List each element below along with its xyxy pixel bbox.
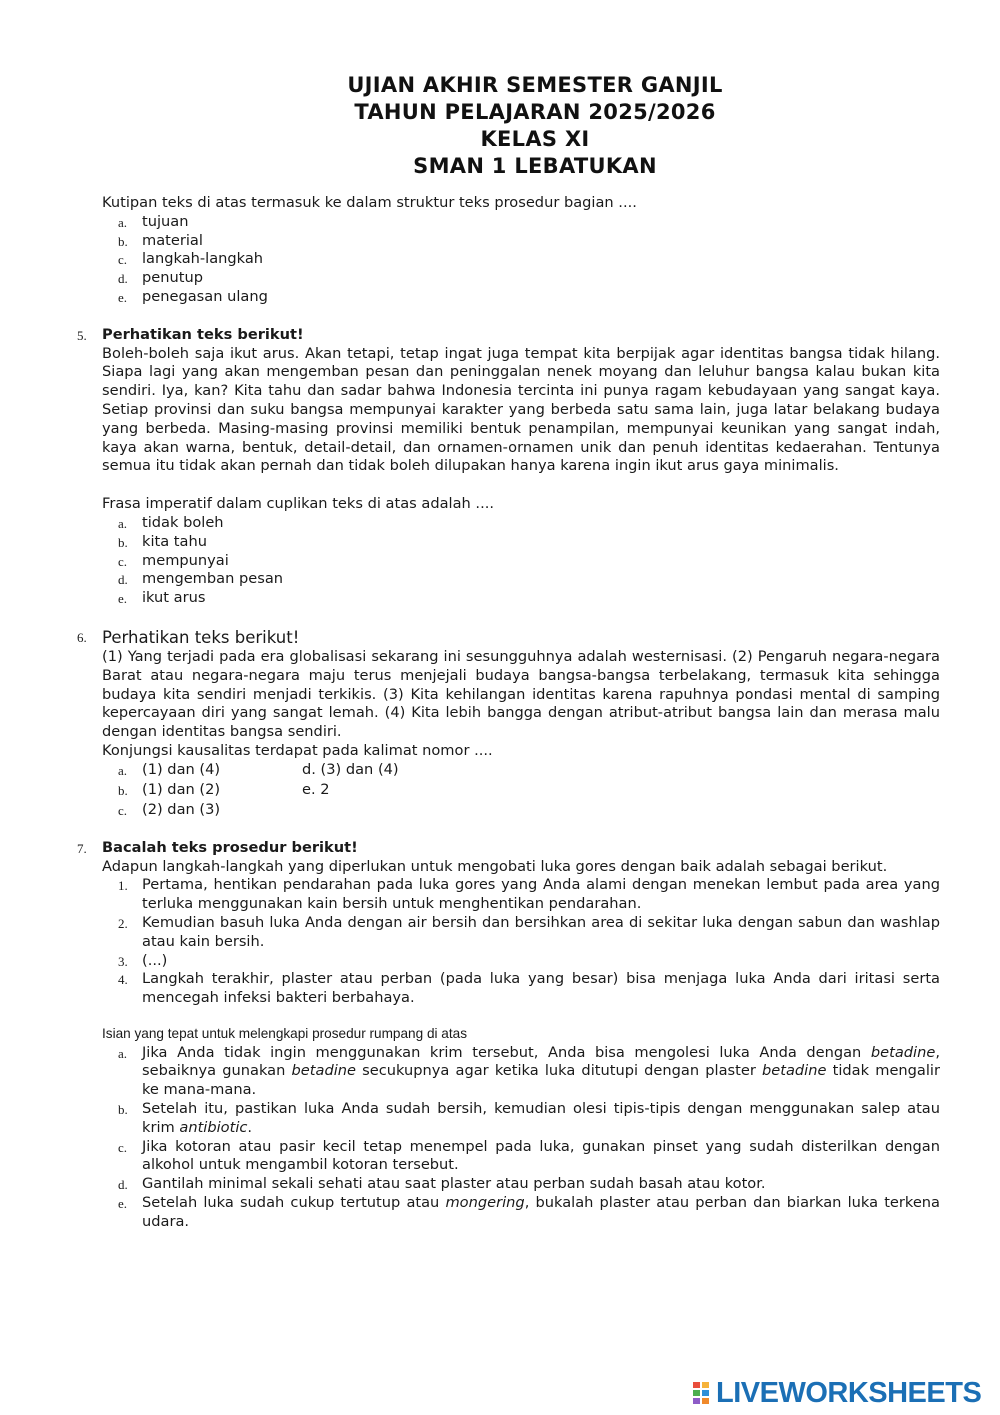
option-letter: b. bbox=[118, 534, 128, 550]
option-text-italic: betadine bbox=[291, 1062, 357, 1080]
option-text-italic: betadine bbox=[870, 1043, 936, 1061]
question-5-stem: Frasa imperatif dalam cuplikan teks di atas adalah .... bbox=[102, 495, 494, 513]
option-letter: b. bbox=[118, 782, 128, 798]
header-line-3: KELAS XI bbox=[480, 127, 590, 151]
option-letter: c. bbox=[118, 1139, 128, 1155]
step-number: 2. bbox=[118, 915, 128, 931]
option-letter: d. bbox=[118, 1177, 128, 1193]
option-item[interactable] bbox=[102, 232, 940, 251]
option-letter: b. bbox=[118, 233, 128, 249]
question-7-intro: Adapun langkah-langkah yang diperlukan untuk mengobati luka gores dengan baik adalah sebagai berikut. bbox=[102, 857, 888, 875]
question-7-stem-part1: Isian yang bbox=[102, 1025, 168, 1041]
option-text: secukupnya agar ketika luka ditutupi dengan plaster bbox=[356, 1062, 762, 1080]
option-row bbox=[102, 761, 940, 781]
option-letter: e. bbox=[118, 591, 128, 607]
option-text: mengemban pesan bbox=[142, 570, 284, 588]
step-text: Langkah terakhir, plaster atau perban (pada luka yang besar) bisa menjaga luka Anda dari iritasi serta mencegah infeksi bakteri berbahaya. bbox=[142, 970, 940, 1007]
question-7 bbox=[77, 838, 940, 1232]
option-text-italic: antibiotic bbox=[179, 1118, 248, 1136]
option-letter: d. bbox=[118, 271, 128, 287]
option-letter: a. bbox=[118, 1045, 128, 1061]
option-item[interactable] bbox=[102, 269, 940, 288]
question-7-stem bbox=[102, 1025, 940, 1044]
logo-text: LIVEWORKSHEETS bbox=[716, 1376, 982, 1409]
step-number: 1. bbox=[118, 878, 128, 894]
option-text: mempunyai bbox=[142, 551, 229, 569]
exam-header bbox=[330, 72, 740, 180]
question-6-options bbox=[102, 761, 940, 821]
option-text: Jika kotoran atau pasir kecil tetap menempel pada luka, gunakan pinset yang sudah disterilkan dengan alkohol untuk mengambil kotoran tersebut. bbox=[142, 1137, 940, 1174]
option-letter: e. bbox=[118, 1196, 128, 1212]
step-text: (...) bbox=[142, 951, 168, 969]
option-item[interactable] bbox=[102, 570, 940, 589]
option-text: , bukalah plaster atau perban dan biarkan luka terkena udara. bbox=[142, 1194, 940, 1230]
header-line-2: TAHUN PELAJARAN 2025/2026 bbox=[354, 100, 716, 124]
option-text: langkah-langkah bbox=[142, 250, 264, 268]
question-7-title: Bacalah teks prosedur berikut! bbox=[102, 838, 358, 856]
question-7-options bbox=[102, 1044, 940, 1232]
header-line-1: UJIAN AKHIR SEMESTER GANJIL bbox=[347, 73, 723, 97]
question-5 bbox=[77, 325, 940, 608]
option-text: penutup bbox=[142, 269, 203, 287]
question-6-stem: Konjungsi kausalitas terdapat pada kalimat nomor .... bbox=[102, 741, 493, 759]
option-item[interactable] bbox=[102, 514, 940, 533]
option-letter: b. bbox=[118, 1102, 128, 1118]
option-text: , sebaiknya gunakan bbox=[142, 1043, 940, 1080]
procedure-step bbox=[102, 952, 940, 971]
question-6-title: Perhatikan teks berikut! bbox=[102, 627, 300, 647]
option-letter: c. bbox=[118, 252, 128, 268]
option-item[interactable] bbox=[102, 533, 940, 552]
option-text: tidak boleh bbox=[142, 513, 224, 531]
option-text: kita tahu bbox=[142, 532, 207, 550]
option-item[interactable] bbox=[102, 250, 940, 269]
question-6 bbox=[77, 627, 940, 821]
option-text: tujuan bbox=[142, 212, 189, 230]
option-letter: d. bbox=[118, 572, 128, 588]
liveworksheets-logo[interactable] bbox=[692, 1378, 981, 1408]
procedure-step bbox=[102, 914, 940, 952]
option-item[interactable] bbox=[102, 288, 940, 307]
step-number: 4. bbox=[118, 972, 128, 988]
option-letter: c. bbox=[118, 802, 128, 818]
question-7-stem-part2: tepat untuk melengkapi prosedur rumpang di atas bbox=[167, 1025, 467, 1041]
question-4-stem: Kutipan teks di atas termasuk ke dalam struktur teks prosedur bagian .... bbox=[102, 194, 637, 211]
option-a[interactable]: (1) dan (4) bbox=[142, 760, 221, 778]
option-letter: a. bbox=[118, 515, 128, 531]
procedure-step bbox=[102, 970, 940, 1008]
option-item[interactable] bbox=[102, 1138, 940, 1176]
option-row bbox=[102, 801, 940, 821]
procedure-steps bbox=[102, 876, 940, 1008]
exam-content bbox=[77, 194, 940, 1232]
option-e[interactable]: e. 2 bbox=[302, 780, 330, 798]
option-letter: c. bbox=[118, 553, 128, 569]
option-text: material bbox=[142, 231, 203, 249]
option-item[interactable] bbox=[102, 1100, 940, 1138]
option-text: Setelah luka sudah cukup tertutup atau bbox=[142, 1194, 446, 1212]
step-text: Pertama, hentikan pendarahan pada luka gores yang Anda alami dengan menekan lembut pada area yang terluka menggunakan kain bersih untuk menghentikan pendarahan. bbox=[142, 876, 940, 913]
option-item[interactable] bbox=[102, 213, 940, 232]
liveworksheets-logo-icon bbox=[692, 1381, 710, 1405]
header-line-4: SMAN 1 LEBATUKAN bbox=[413, 154, 657, 178]
option-row bbox=[102, 781, 940, 801]
option-letter: a. bbox=[118, 762, 128, 778]
option-text-italic: betadine bbox=[762, 1062, 827, 1080]
option-text: Setelah itu, pastikan luka Anda sudah bersih, kemudian olesi tipis-tipis dengan menggunakan salep atau krim bbox=[142, 1100, 940, 1136]
option-d[interactable]: d. (3) dan (4) bbox=[302, 760, 399, 778]
option-text: Gantilah minimal sekali sehati atau saat plaster atau perban sudah basah atau kotor. bbox=[142, 1175, 766, 1193]
step-text: Kemudian basuh luka Anda dengan air bersih dan bersihkan area di sekitar luka dengan sabun dan washlap atau kain bersih. bbox=[142, 913, 940, 950]
procedure-step bbox=[102, 876, 940, 914]
question-4-options bbox=[102, 213, 940, 307]
option-letter: a. bbox=[118, 214, 128, 230]
option-text: . bbox=[247, 1118, 253, 1136]
question-number: 6. bbox=[77, 629, 87, 645]
question-5-passage: Boleh-boleh saja ikut arus. Akan tetapi, tetap ingat juga tempat kita berpijak agar identitas bangsa tidak hilang. Siapa lagi yang akan mengemban pesan dan peninggalan nenek moyang dan leluhur bangsa kalau bukan kita sendiri. Iya, kan? Kita tahu dan sadar bahwa Indonesia tercinta ini punya ragam kebudayaan yang sangat kaya. Setiap provinsi dan suku bangsa mempunyai karakter yang berbeda satu sama lain, juga latar belakang budaya yang berbeda. Masing-masing provinsi memiliki bentuk penampilan, mempunyai keunikan yang sangat indah, kaya akan warna, bentuk, detail-detail, dan ornamen-ornamen unik dan penuh identitas kedaerahan. Tentunya semua itu tidak akan pernah dan tidak boleh dilupakan hanya karena ingin ikut arus gaya minimalis. bbox=[102, 344, 940, 475]
option-text: tidak mengalir ke mana-mana. bbox=[142, 1062, 940, 1099]
option-item[interactable] bbox=[102, 1175, 940, 1194]
question-4 bbox=[102, 194, 940, 307]
option-item[interactable] bbox=[102, 589, 940, 608]
option-text: penegasan ulang bbox=[142, 287, 268, 305]
question-number: 7. bbox=[77, 840, 87, 856]
question-6-passage: (1) Yang terjadi pada era globalisasi sekarang ini sesungguhnya adalah westernisasi. (2) Pengaruh negara-negara Barat atau negara-negara maju terus menjejali budaya bangsa-bangsa terbelakang, termasuk kita sehingga budaya kita sendiri menjadi terkikis. (3) Kita kehilangan identitas karena rapuhnya pondasi mental di samping kepercayaan diri yang sangat lemah. (4) Kita lebih bangga dengan atribut-atribut bangsa lain dan merasa malu dengan identitas bangsa sendiri. bbox=[102, 647, 940, 741]
option-text: ikut arus bbox=[142, 589, 206, 607]
option-text-italic: mongering bbox=[445, 1194, 525, 1212]
option-item[interactable] bbox=[102, 1044, 940, 1100]
question-5-options bbox=[102, 514, 940, 608]
option-b[interactable]: (1) dan (2) bbox=[142, 780, 221, 798]
option-item[interactable] bbox=[102, 552, 940, 571]
step-number: 3. bbox=[118, 953, 128, 969]
option-text: Jika Anda tidak ingin menggunakan krim tersebut, Anda bisa mengolesi luka Anda dengan bbox=[142, 1043, 871, 1061]
option-letter: e. bbox=[118, 289, 128, 305]
question-number: 5. bbox=[77, 327, 87, 343]
question-5-title: Perhatikan teks berikut! bbox=[102, 325, 304, 343]
option-item[interactable] bbox=[102, 1194, 940, 1232]
option-c[interactable]: (2) dan (3) bbox=[142, 800, 221, 818]
